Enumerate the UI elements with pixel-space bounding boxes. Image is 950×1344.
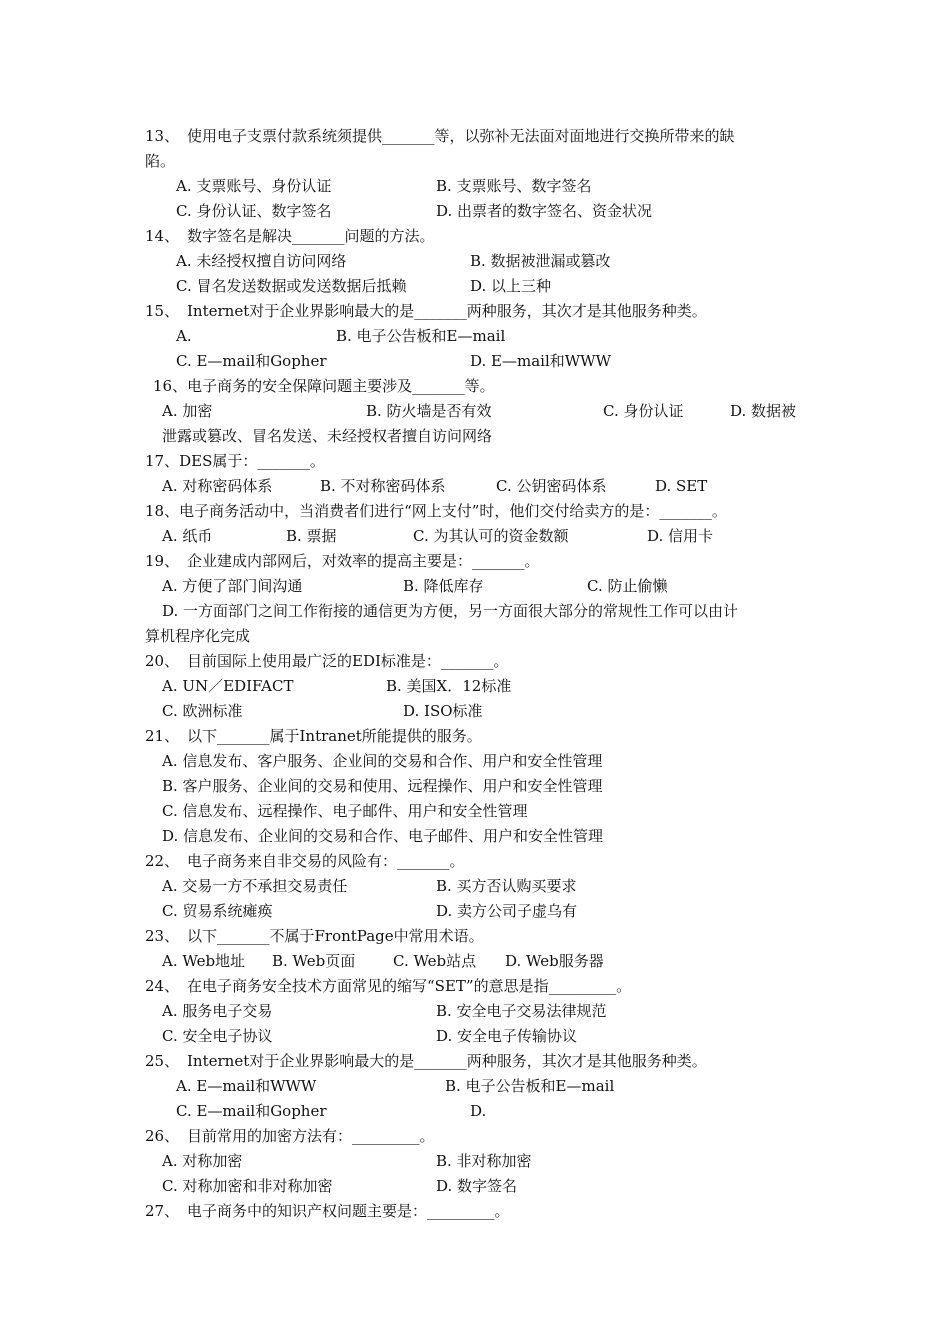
question-stem: 以下_______属于Intranet所能提供的服务。 xyxy=(187,727,482,745)
question-number: 20、 xyxy=(145,652,180,670)
question-number: 22、 xyxy=(145,852,180,870)
option-d-continuation: 算机程序化完成 xyxy=(145,627,251,645)
option-c: C. E—mail和Gopher xyxy=(176,352,327,370)
option-a: A. xyxy=(176,327,192,345)
option-d: D. xyxy=(470,1102,487,1120)
option-d: D. 安全电子传输协议 xyxy=(436,1027,578,1045)
option-d: D. Web服务器 xyxy=(505,952,604,970)
option-c: C. Web站点 xyxy=(393,952,477,970)
option-b: B. 支票账号、数字签名 xyxy=(436,177,592,195)
option-a: A. 信息发布、客户服务、企业间的交易和合作、用户和安全性管理 xyxy=(162,752,603,770)
option-b: B. 防火墙是否有效 xyxy=(366,402,492,420)
option-d: D. 信用卡 xyxy=(647,527,714,545)
question-number: 27、 xyxy=(145,1202,180,1220)
option-b: B. 电子公告板和E—mail xyxy=(336,327,506,345)
question-stem: 以下_______不属于FrontPage中常用术语。 xyxy=(187,927,484,945)
option-b: B. 票据 xyxy=(286,527,337,545)
option-a: A. 纸币 xyxy=(162,527,213,545)
question-stem: 目前常用的加密方法有：_________。 xyxy=(187,1127,435,1145)
option-c: C. E—mail和Gopher xyxy=(176,1102,327,1120)
question-stem: Internet对于企业界影响最大的是_______两种服务，其次才是其他服务种类。 xyxy=(187,302,707,320)
option-d: D. ISO标准 xyxy=(403,702,483,720)
option-b: B. 电子公告板和E—mail xyxy=(445,1077,615,1095)
option-a: A. 对称密码体系 xyxy=(162,477,273,495)
option-c: C. 身份认证、数字签名 xyxy=(176,202,332,220)
option-c: C. 安全电子协议 xyxy=(162,1027,273,1045)
question-number: 24、 xyxy=(145,977,180,995)
question-number: 19、 xyxy=(145,552,180,570)
option-b: B. Web页面 xyxy=(272,952,356,970)
option-d: D. 数据被 xyxy=(730,402,797,420)
option-d-continuation: 泄露或篡改、冒名发送、未经授权者擅自访问网络 xyxy=(162,427,493,445)
option-d: D. 以上三种 xyxy=(470,277,552,295)
question-stem: 目前国际上使用最广泛的EDI标准是：_______。 xyxy=(187,652,509,670)
option-c: C. 对称加密和非对称加密 xyxy=(162,1177,333,1195)
option-c: C. 欧洲标准 xyxy=(162,702,243,720)
option-b: B. 数据被泄漏或篡改 xyxy=(470,252,611,270)
question-stem: 17、DES属于：_______。 xyxy=(145,452,325,470)
option-d: D. 一方面部门之间工作衔接的通信更为方便，另一方面很大部分的常规性工作可以由计 xyxy=(162,602,739,620)
option-b: B. 买方否认购买要求 xyxy=(436,877,577,895)
question-stem: 16、电子商务的安全保障问题主要涉及_______等。 xyxy=(153,377,495,395)
option-b: B. 降低库存 xyxy=(403,577,484,595)
option-c: C. 为其认可的资金数额 xyxy=(413,527,569,545)
option-d: D. SET xyxy=(655,477,708,495)
option-d: D. E—mail和WWW xyxy=(470,352,611,370)
option-d: D. 信息发布、企业间的交易和合作、电子邮件、用户和安全性管理 xyxy=(162,827,604,845)
option-c: C. 贸易系统瘫痪 xyxy=(162,902,273,920)
question-number: 25、 xyxy=(145,1052,180,1070)
option-a: A. UN／EDIFACT xyxy=(162,677,294,695)
option-b: B. 美国X．12标准 xyxy=(386,677,512,695)
question-stem: 在电子商务安全技术方面常见的缩写“SET”的意思是指_________。 xyxy=(187,977,632,995)
question-stem: 电子商务来自非交易的风险有：_______。 xyxy=(187,852,465,870)
option-c: C. 身份认证 xyxy=(603,402,684,420)
question-stem: 企业建成内部网后，对效率的提高主要是：_______。 xyxy=(187,552,540,570)
question-stem: 18、电子商务活动中，当消费者们进行“网上支付”时，他们交付给卖方的是：_______。 xyxy=(145,502,727,520)
option-a: A. 对称加密 xyxy=(162,1152,243,1170)
option-a: A. Web地址 xyxy=(162,952,246,970)
option-a: A. 交易一方不承担交易责任 xyxy=(162,877,348,895)
option-c: C. 冒名发送数据或发送数据后抵赖 xyxy=(176,277,407,295)
question-stem: 使用电子支票付款系统须提供_______等，以弥补无法面对面地进行交换所带来的缺 xyxy=(187,127,735,145)
option-b: B. 非对称加密 xyxy=(436,1152,532,1170)
option-a: A. E—mail和WWW xyxy=(176,1077,317,1095)
option-c: C. 防止偷懒 xyxy=(587,577,668,595)
question-number: 23、 xyxy=(145,927,180,945)
question-stem: Internet对于企业界影响最大的是_______两种服务，其次才是其他服务种类。 xyxy=(187,1052,707,1070)
question-stem: 数字签名是解决_______问题的方法。 xyxy=(187,227,435,245)
option-a: A. 支票账号、身份认证 xyxy=(176,177,332,195)
option-a: A. 方便了部门间沟通 xyxy=(162,577,303,595)
option-c: C. 信息发布、远程操作、电子邮件、用户和安全性管理 xyxy=(162,802,528,820)
option-a: A. 加密 xyxy=(162,402,213,420)
question-number: 15、 xyxy=(145,302,180,320)
option-c: C. 公钥密码体系 xyxy=(496,477,607,495)
question-number: 26、 xyxy=(145,1127,180,1145)
question-number: 21、 xyxy=(145,727,180,745)
option-b: B. 客户服务、企业间的交易和使用、远程操作、用户和安全性管理 xyxy=(162,777,603,795)
option-d: D. 数字签名 xyxy=(436,1177,518,1195)
option-d: D. 出票者的数字签名、资金状况 xyxy=(436,202,653,220)
question-stem-continuation: 陷。 xyxy=(145,152,176,170)
question-stem: 电子商务中的知识产权问题主要是：_________。 xyxy=(187,1202,510,1220)
option-b: B. 不对称密码体系 xyxy=(320,477,446,495)
option-a: A. 服务电子交易 xyxy=(162,1002,273,1020)
option-d: D. 卖方公司子虚乌有 xyxy=(436,902,578,920)
option-b: B. 安全电子交易法律规范 xyxy=(436,1002,607,1020)
question-number: 13、 xyxy=(145,127,180,145)
option-a: A. 未经授权擅自访问网络 xyxy=(176,252,347,270)
question-number: 14、 xyxy=(145,227,180,245)
